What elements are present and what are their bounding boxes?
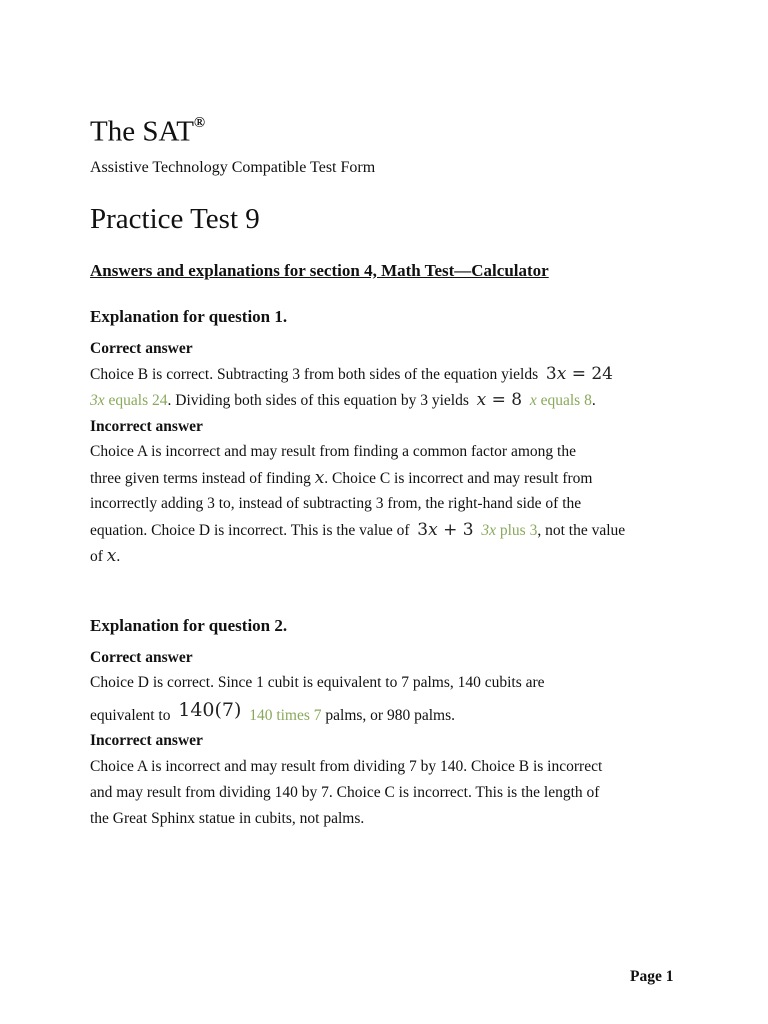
q2-expression: 140(7)	[178, 699, 242, 721]
q1-incorrect-line-2	[90, 468, 592, 489]
q2-incorrect-line-3: the Great Sphinx statue in cubits, not palms.	[90, 810, 365, 827]
q1-heading: Explanation for question 1.	[90, 307, 288, 326]
practice-test-title: Practice Test 9	[90, 203, 260, 235]
title-text: The SAT	[90, 115, 194, 148]
q1-alt-text-1	[90, 392, 168, 409]
q1-alt1-var: 3x	[90, 392, 105, 409]
q2-incorrect-line-2: and may result from dividing 140 by 7. Choice C is incorrect. This is the length of	[90, 784, 600, 801]
section-heading: Answers and explanations for section 4, Math Test—Calculator	[90, 261, 549, 280]
q2-alt-text: 140 times 7	[249, 707, 322, 724]
q1-var-x: x	[314, 468, 325, 488]
q2-correct-line-1: Choice D is correct. Since 1 cubit is equivalent to 7 palms, 140 cubits are	[90, 674, 545, 691]
q2-incorrect-line-1: Choice A is incorrect and may result from dividing 7 by 140. Choice B is incorrect	[90, 758, 603, 775]
q1-equation-2: x = 8	[476, 390, 523, 410]
q1-incorrect-text-4b: , not the value	[537, 522, 626, 539]
q1-alt3-rest: plus 3	[495, 522, 538, 539]
q1-incorrect-text-2a: three given terms instead of finding	[90, 470, 311, 487]
q1-alt1-rest: equals 24	[104, 392, 168, 409]
q1-incorrect-text-2b: . Choice C is incorrect and may result from	[324, 470, 593, 487]
q1-equation-1: 3x = 24	[545, 364, 613, 384]
document-title	[90, 106, 205, 152]
q1-incorrect-line-3: incorrectly adding 3 to, instead of subtracting 3 from, the right-hand side of the	[90, 495, 582, 512]
q1-correct-line-2	[90, 390, 596, 411]
q1-alt-text-2	[530, 392, 592, 409]
document-subtitle: Assistive Technology Compatible Test Form	[90, 159, 376, 176]
q1-alt2-var: x	[529, 392, 537, 409]
registered-mark: ®	[193, 115, 206, 131]
q1-incorrect-line-1: Choice A is incorrect and may result from finding a common factor among the	[90, 443, 576, 460]
q2-correct-text-2b: palms, or 980 palms.	[321, 707, 455, 724]
q1-expression: 3x + 3	[417, 520, 474, 540]
q2-correct-line-2	[90, 699, 455, 726]
q1-var-x-2: x	[106, 546, 117, 566]
q1-correct-end: .	[591, 392, 596, 409]
page-number: Page 1	[630, 968, 674, 985]
q2-heading: Explanation for question 2.	[90, 616, 288, 635]
q1-correct-label: Correct answer	[90, 340, 193, 357]
q1-incorrect-text-4a: equation. Choice D is incorrect. This is the value of	[90, 522, 410, 539]
q2-incorrect-label: Incorrect answer	[90, 732, 203, 749]
q1-alt3-var: 3x	[481, 522, 496, 539]
q2-correct-label: Correct answer	[90, 649, 193, 666]
q1-incorrect-text-5a: of	[90, 548, 103, 565]
q1-alt2-rest: equals 8	[536, 392, 592, 409]
q1-correct-text-1: Choice B is correct. Subtracting 3 from both sides of the equation yields	[90, 366, 539, 383]
q2-correct-text-2a: equivalent to	[90, 707, 171, 724]
q1-correct-text-2: . Dividing both sides of this equation by 3 yields	[167, 392, 469, 409]
q1-incorrect-text-5b: .	[116, 548, 121, 565]
q1-alt-text-3	[481, 522, 537, 539]
q1-incorrect-label: Incorrect answer	[90, 418, 203, 435]
q1-incorrect-line-4	[90, 520, 625, 541]
q1-incorrect-line-5	[90, 546, 120, 567]
q1-correct-line-1	[90, 364, 613, 385]
